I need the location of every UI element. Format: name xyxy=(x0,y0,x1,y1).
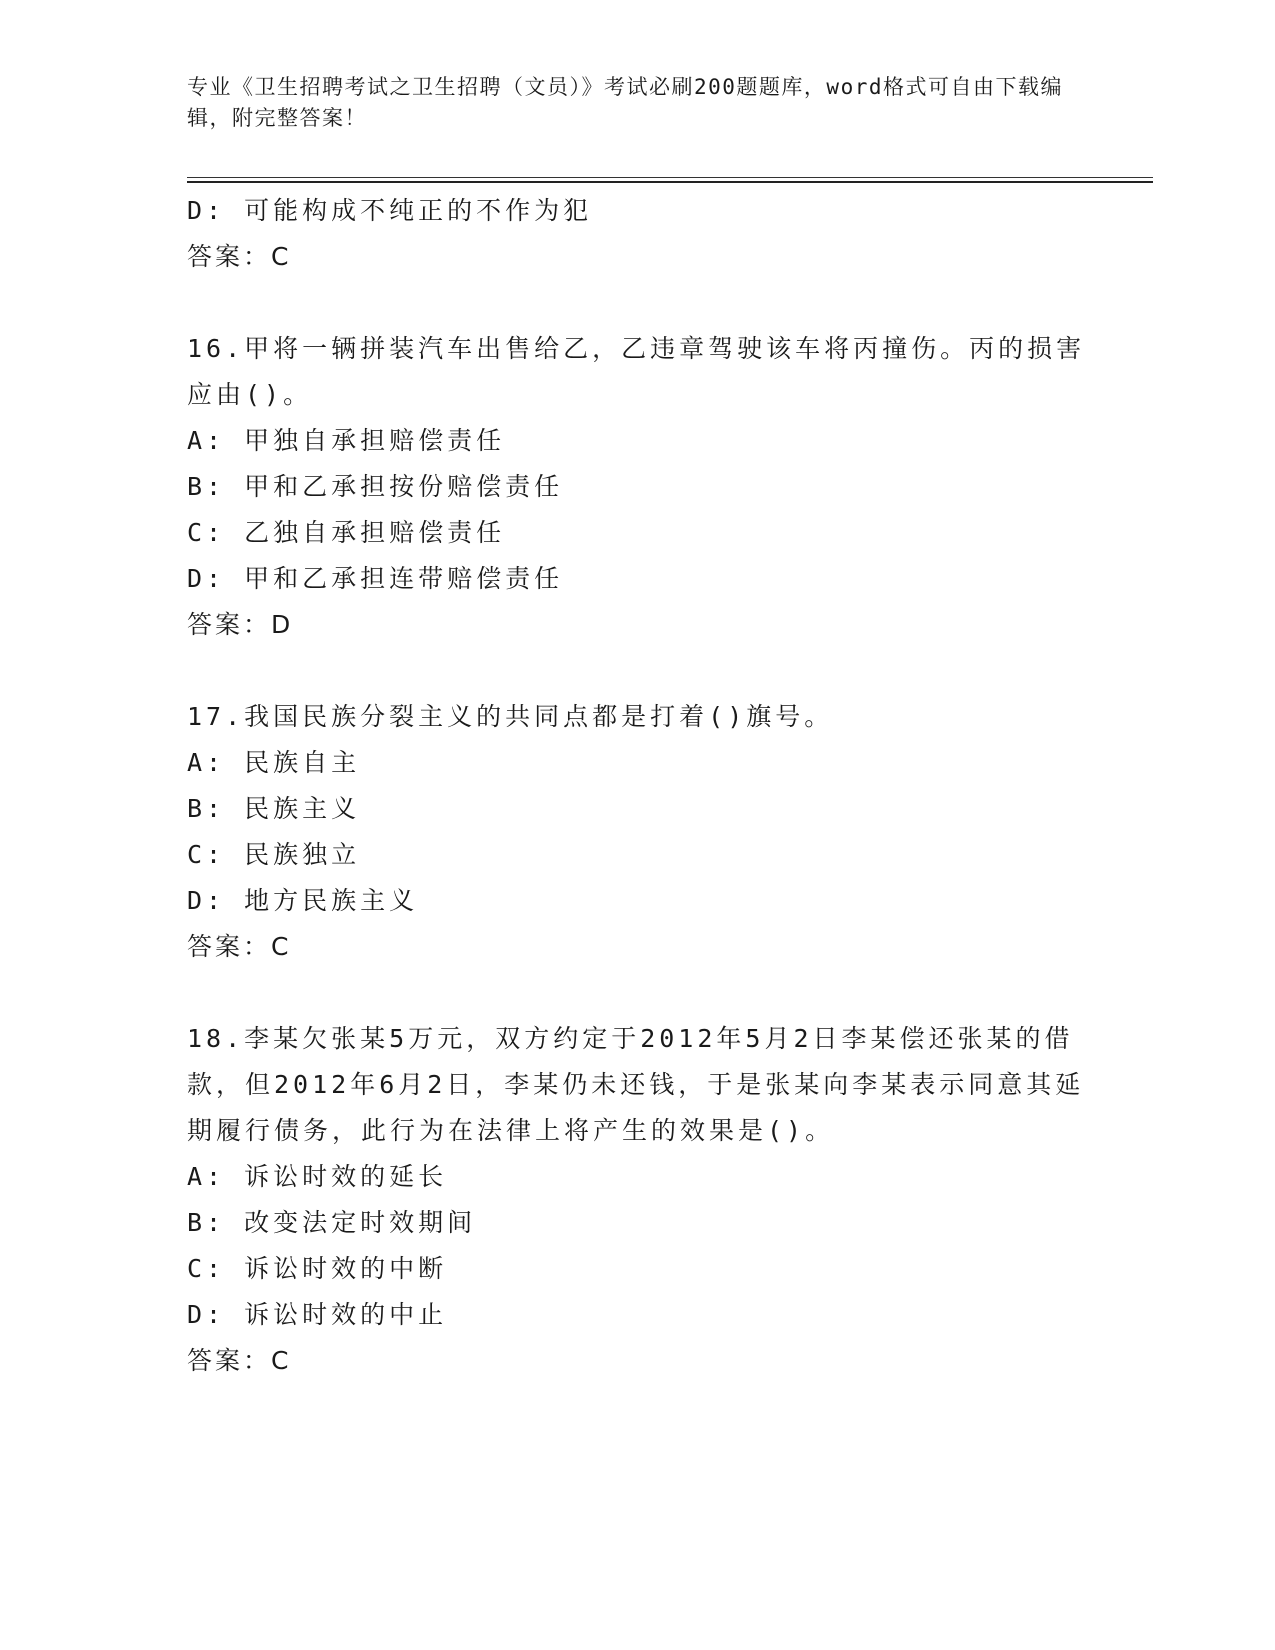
question-16 xyxy=(187,326,1087,648)
header-text: 专业《卫生招聘考试之卫生招聘（文员）》考试必刷200题题库，word格式可自由下载编辑，附完整答案！ xyxy=(187,75,1063,130)
question-stem: 17.我国民族分裂主义的共同点都是打着()旗号。 xyxy=(187,702,834,731)
spacer xyxy=(187,648,1087,694)
option-b: B: 甲和乙承担按份赔偿责任 xyxy=(187,472,564,501)
question-answer: 答案：C xyxy=(187,1346,292,1375)
option-d: D: 甲和乙承担连带赔偿责任 xyxy=(187,564,564,593)
question-18 xyxy=(187,1016,1087,1384)
page-header xyxy=(187,72,1087,134)
question-answer: 答案：C xyxy=(187,932,292,961)
option-d: D: 诉讼时效的中止 xyxy=(187,1300,448,1329)
document-body xyxy=(187,188,1087,1384)
option-c: C: 乙独自承担赔偿责任 xyxy=(187,518,506,547)
option-b: B: 改变法定时效期间 xyxy=(187,1208,477,1237)
spacer xyxy=(187,970,1087,1016)
prev-option-d: D: 可能构成不纯正的不作为犯 xyxy=(187,196,593,225)
spacer xyxy=(187,280,1087,326)
header-divider-thick xyxy=(187,181,1153,183)
option-a: A: 诉讼时效的延长 xyxy=(187,1162,448,1191)
option-c: C: 民族独立 xyxy=(187,840,361,869)
option-a: A: 甲独自承担赔偿责任 xyxy=(187,426,506,455)
question-17 xyxy=(187,694,1087,970)
option-c: C: 诉讼时效的中断 xyxy=(187,1254,448,1283)
question-stem: 16.甲将一辆拼装汽车出售给乙，乙违章驾驶该车将丙撞伤。丙的损害应由()。 xyxy=(187,334,1086,409)
option-d: D: 地方民族主义 xyxy=(187,886,419,915)
option-a: A: 民族自主 xyxy=(187,748,361,777)
question-answer: 答案：D xyxy=(187,610,294,639)
prev-answer: 答案：C xyxy=(187,242,292,271)
header-divider-thin xyxy=(187,177,1153,178)
option-b: B: 民族主义 xyxy=(187,794,361,823)
question-stem: 18.李某欠张某5万元，双方约定于2012年5月2日李某偿还张某的借款，但2012年6月2日，李某仍未还钱，于是张某向李某表示同意其延期履行债务，此行为在法律上将产生的效果是()。 xyxy=(187,1024,1085,1145)
